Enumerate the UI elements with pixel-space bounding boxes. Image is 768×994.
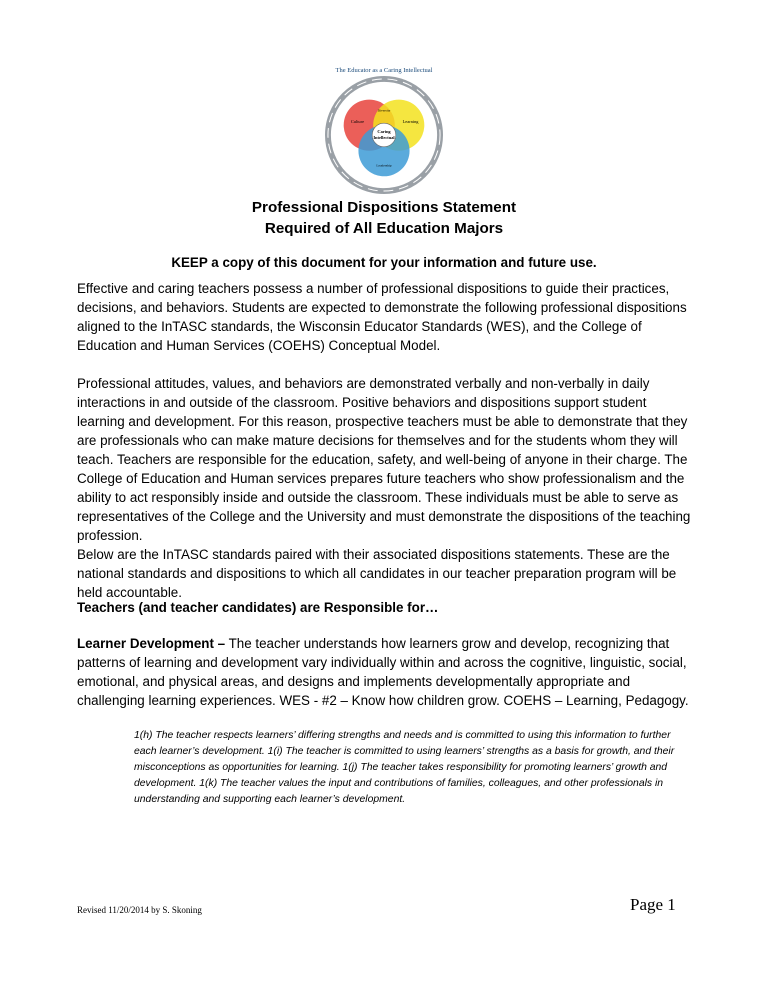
attitudes-paragraph: Professional attitudes, values, and behaviors are demonstrated verbally and non-verbally in daily interactions in and outside of the classroom. Positive behaviors and dispositions support student learning and development. For this reason, prospective teachers must be able to demonstrate that they are professionals who can make mature decisions for themselves and for the students whom they will teach. Teachers are responsible for the education, safety, and well-being of anyone in their charge. The College of Education and Human services prepares future teachers who show professionalism and the ability to act responsibly inside and outside the classroom. These individuals must be able to serve as representatives of the College and the University and must demonstrate the dispositions of the teaching profession. [77, 376, 691, 543]
center-label-2: Intellectual [373, 134, 395, 140]
top-label: Diversity [377, 108, 391, 113]
page-number: Page 1 [630, 895, 676, 914]
keep-notice: KEEP a copy of this document for your information and future use. [171, 255, 597, 270]
intro-paragraph: Effective and caring teachers possess a number of professional dispositions to guide their practices, decisions, and behaviors. Students are expected to demonstrate the following professional dispositions aligned to the InTASC standards, the Wisconsin Educator Standards (WES), and the College of Education and Human Services (COEHS) Conceptual Model. [77, 281, 687, 353]
conceptual-model-logo [318, 67, 450, 194]
learner-development-paragraph [77, 634, 697, 710]
document-subtitle: Required of All Education Majors [264, 220, 504, 237]
right-label: Learning [402, 119, 419, 125]
learner-development-heading: Learner Development – [77, 636, 226, 651]
responsible-heading: Teachers (and teacher candidates) are Responsible for… [77, 600, 439, 615]
standards-paragraph: Below are the InTASC standards paired with their associated dispositions statements. These are the national standards and dispositions to which all candidates in our teacher preparation program will be held accountable. [77, 547, 677, 600]
dispositions-list: 1(h) The teacher respects learners’ differing strengths and needs and is committed to using this information to further each learner’s development. 1(i) The teacher is committed to using learners’ strengths as a basis for growth, and their misconceptions as opportunities for learning. 1(j) The teacher takes responsibility for promoting learners’ growth and development. 1(k) The teacher values the input and contributions of families, colleagues, and other professionals in understanding and supporting each learner’s development. [134, 730, 675, 805]
caring-intellectual-emblem [325, 76, 443, 194]
logo-caption: The Educator as a Caring Intellectual [335, 67, 433, 74]
bottom-label: Leadership [376, 163, 392, 168]
footer-revised: Revised 11/20/2014 by S. Skoning [77, 905, 202, 915]
document-title: Professional Dispositions Statement [251, 199, 517, 216]
left-label: Culture [350, 119, 365, 125]
learner-development-text: The teacher understands how learners grow and develop, recognizing that patterns of learning and development vary individually within and across the cognitive, linguistic, social, emotional, and physical areas, and designs and implements developmentally appropriate and challenging learning experiences. WES - #2 – Know how children grow. COEHS – Learning, Pedagogy. [77, 636, 689, 708]
center-label-1: Caring [377, 129, 391, 135]
